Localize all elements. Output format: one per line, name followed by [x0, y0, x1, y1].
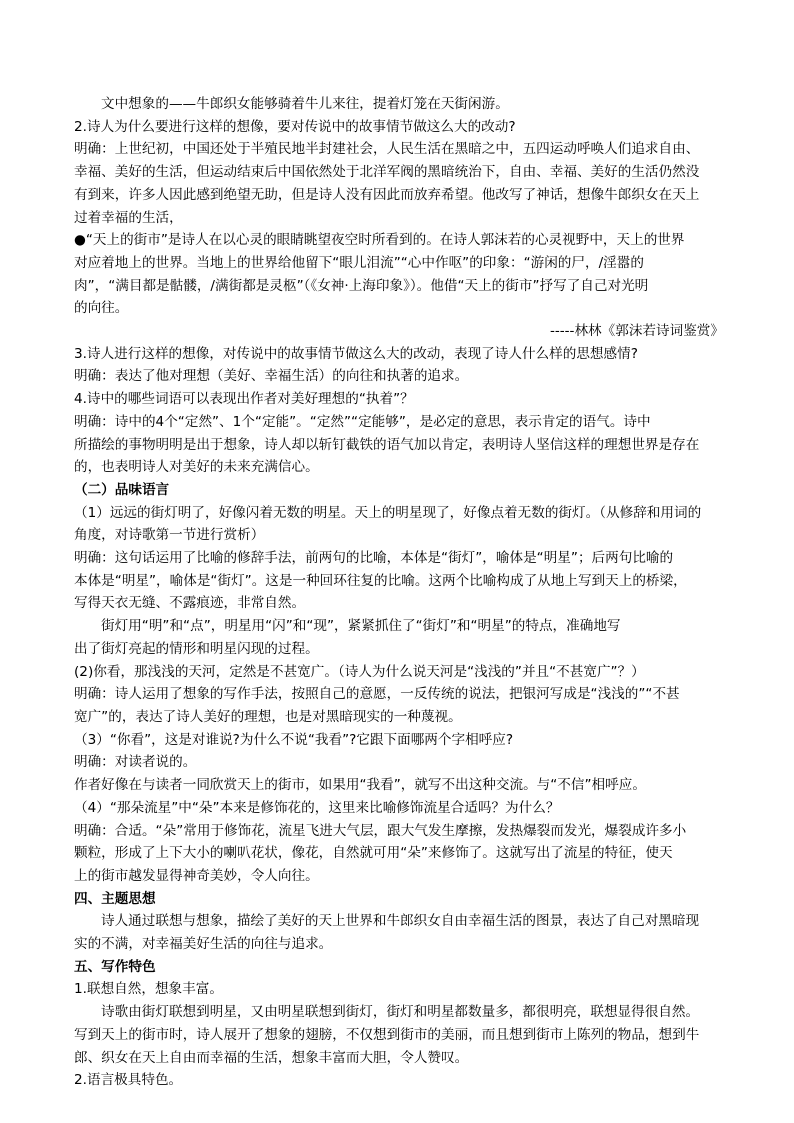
quote-line: 肉”，“满目都是骷髅，/满街都是灵柩”（《女神·上海印象》）。他借“天上的街市”抒写了自己对光明 — [74, 277, 649, 294]
answer-line: 明确：诗人运用了想象的写作手法，按照自己的意愿，一反传统的说法，把银河写成是“浅浅的”“不甚 — [74, 686, 680, 703]
text-line: 角度，对诗歌第一节进行赏析） — [74, 527, 265, 544]
answer-line: 明确：对读者说的。 — [74, 754, 197, 771]
answer-line: 明确：表达了他对理想（美好、幸福生活）的向往和执著的追求。 — [74, 368, 469, 385]
subheading-line: 1.联想自然，想象丰富。 — [74, 981, 223, 998]
text-line: 诗人通过联想与想象，描绘了美好的天上世界和牛郎织女自由幸福生活的图景，表达了自己对黑暗现 — [101, 913, 700, 930]
text-line: 郎、织女在天上自由而幸福的生活，想象丰富而大胆，令人赞叹。 — [74, 1049, 469, 1066]
text-line: 的，也表明诗人对美好的未来充满信心。 — [74, 459, 319, 476]
text-line: 写到天上的街市时，诗人展开了想象的翅膀，不仅想到街市的美丽，而且想到街市上陈列的物品，想到牛 — [74, 1026, 700, 1043]
text-line: 写得天衣无缝、不露痕迹，非常自然。 — [74, 595, 306, 612]
text-line: 上的街市越发显得神奇美妙，令人向往。 — [74, 867, 319, 884]
answer-line: 明确：上世纪初，中国还处于半殖民地半封建社会，人民生活在黑暗之中，五四运动呼唤人们追求自由、 — [74, 141, 700, 158]
answer-line: 明确：合适。“朵”常用于修饰花，流星飞进大气层，跟大气发生摩擦，发热爆裂而发光，爆裂成许多小 — [74, 822, 687, 839]
text-line: 所描绘的事物明明是出于想象，诗人却以斩钉截铁的语气加以肯定，表明诗人坚信这样的理想世界是存在 — [74, 436, 700, 453]
text-line: 有到来，许多人因此感到绝望无助，但是诗人没有因此而放弃希望。他改写了神话，想像牛郎织女在天上 — [74, 186, 700, 203]
text-line: 街灯用“明”和“点”，明星用“闪”和“现”，紧紧抓住了“街灯”和“明星”的特点，准确地写 — [101, 618, 621, 635]
question-line: 2.诗人为什么要进行这样的想像，要对传说中的故事情节做这么大的改动? — [74, 118, 516, 135]
text-line: 本体是“明星”，喻体是“街灯”。这是一种回环往复的比喻。这两个比喻构成了从地上写到天上的桥梁， — [74, 572, 687, 589]
section-heading: 五、写作特色 — [74, 958, 156, 975]
question-line: 4.诗中的哪些词语可以表现出作者对美好理想的“执着”？ — [74, 391, 414, 408]
question-line: （4）“那朵流星”中“朵”本来是修饰花的，这里来比喻修饰流星合适吗？为什么？ — [74, 799, 560, 816]
question-line: 3.诗人进行这样的想像，对传说中的故事情节做这么大的改动，表现了诗人什么样的思想感情? — [74, 345, 638, 362]
text-line: 实的不满，对幸福美好生活的向往与追求。 — [74, 936, 333, 953]
document-body — [74, 93, 724, 1092]
text-line: 文中想象的——牛郎织女能够骑着牛儿来往，提着灯笼在天街闲游。 — [101, 96, 509, 112]
subheading-line: 2.语言极具特色。 — [74, 1072, 183, 1089]
text-line: 诗歌由街灯联想到明星，又由明星联想到街灯，街灯和明星都数量多，都很明亮，联想显得很自然。 — [101, 1004, 700, 1021]
text-line: 作者好像在与读者一同欣赏天上的街市，如果用“我看”，就写不出这种交流。与“不信”相呼应。 — [74, 777, 646, 794]
answer-line: 明确：这句话运用了比喻的修辞手法，前两句的比喻，本体是“街灯”，喻体是“明星”；后两句比喻的 — [74, 550, 674, 567]
quote-source: -----林林《郭沫若诗词鉴赏》 — [549, 323, 724, 340]
quote-line: 对应着地上的世界。当地上的世界给他留下“眼儿泪流”“心中作呕”的印象：“游闲的尸，/淫嚣的 — [74, 254, 644, 271]
section-heading: 四、主题思想 — [74, 890, 156, 907]
question-line: (2)你看，那浅浅的天河，定然是不甚宽广。（诗人为什么说天河是“浅浅的”并且“不甚宽广”？） — [74, 663, 645, 680]
quote-line: 的向往。 — [74, 300, 129, 317]
text-line: 幸福、美好的生活，但运动结束后中国依然处于北洋军阀的黑暗统治下，自由、幸福、美好的生活仍然没 — [74, 164, 700, 181]
answer-line: 明确：诗中的4个“定然”、1个“定能”。“定然”“定能够”，是必定的意思，表示肯定的语气。诗中 — [74, 413, 651, 430]
text-line: 过着幸福的生活， — [74, 209, 183, 226]
question-line: （1）远远的街灯明了，好像闪着无数的明星。天上的明星现了，好像点着无数的街灯。（从修辞和用词的 — [74, 504, 702, 521]
text-line: 颗粒，形成了上下大小的喇叭花状，像花，自然就可用“朵”来修饰了。这就写出了流星的特征，使天 — [74, 845, 673, 862]
section-heading: （二）品味语言 — [74, 481, 170, 498]
question-line: （3）“你看”，这是对谁说?为什么不说“我看”?它跟下面哪两个字相呼应? — [74, 731, 514, 748]
quote-line: ●“天上的街市”是诗人在以心灵的眼睛眺望夜空时所看到的。在诗人郭沫若的心灵视野中，天上的世界 — [74, 232, 685, 249]
text-line: 出了街灯亮起的情形和明星闪现的过程。 — [74, 640, 319, 657]
text-line: 宽广”的，表达了诗人美好的理想，也是对黑暗现实的一种蔑视。 — [74, 708, 462, 725]
